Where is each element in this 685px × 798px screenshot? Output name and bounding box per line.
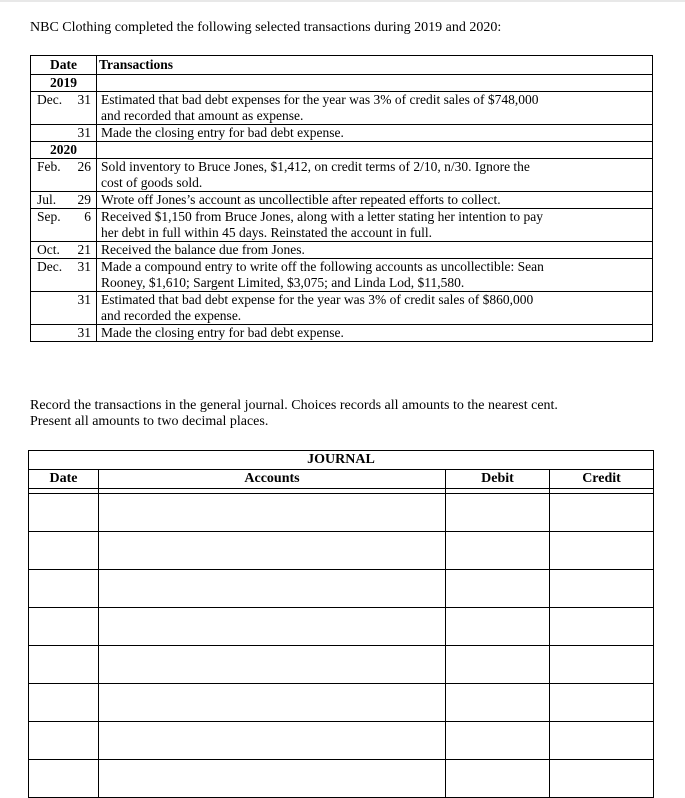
journal-date-cell[interactable] bbox=[29, 722, 99, 760]
journal-row bbox=[29, 494, 654, 532]
instruction-line: Record the transactions in the general journal. Choices records all amounts to the nearest cent. bbox=[30, 398, 558, 413]
transaction-date bbox=[31, 92, 97, 125]
year-row bbox=[31, 75, 653, 92]
transaction-line: Estimated that bad debt expense for the year was 3% of credit sales of $860,000 bbox=[101, 292, 534, 307]
journal-debit-cell[interactable] bbox=[446, 684, 550, 722]
transaction-day: 31 bbox=[77, 325, 91, 340]
transaction-row bbox=[31, 325, 653, 342]
year-row-blank bbox=[97, 142, 653, 159]
journal-row bbox=[29, 722, 654, 760]
instruction-line: Present all amounts to two decimal places. bbox=[30, 414, 269, 429]
transaction-row bbox=[31, 125, 653, 142]
transaction-description bbox=[97, 292, 653, 325]
transaction-day: 31 bbox=[77, 125, 91, 140]
transaction-description bbox=[97, 209, 653, 242]
journal-table bbox=[28, 450, 654, 798]
transactions-header-row bbox=[31, 56, 653, 75]
journal-header-row bbox=[29, 470, 654, 489]
journal-account-cell[interactable] bbox=[99, 722, 446, 760]
date-column-header: Date bbox=[31, 56, 97, 75]
transaction-month: Jul. bbox=[37, 192, 57, 207]
transaction-day: 26 bbox=[77, 159, 91, 174]
year-row-blank bbox=[97, 75, 653, 92]
journal-title: JOURNAL bbox=[29, 451, 654, 470]
transaction-day: 6 bbox=[84, 209, 91, 224]
journal-account-cell[interactable] bbox=[99, 532, 446, 570]
transaction-row bbox=[31, 242, 653, 259]
journal-credit-cell[interactable] bbox=[550, 532, 654, 570]
transaction-date bbox=[31, 209, 97, 242]
journal-account-cell[interactable] bbox=[99, 608, 446, 646]
journal-debit-cell[interactable] bbox=[446, 494, 550, 532]
transaction-row bbox=[31, 192, 653, 209]
top-divider bbox=[0, 0, 685, 2]
transaction-line: Wrote off Jones’s account as uncollectible after repeated efforts to collect. bbox=[101, 192, 501, 207]
year-label: 2020 bbox=[31, 142, 97, 159]
transaction-row bbox=[31, 92, 653, 125]
transaction-day: 31 bbox=[77, 259, 91, 274]
journal-account-cell[interactable] bbox=[99, 570, 446, 608]
journal-debit-cell[interactable] bbox=[446, 570, 550, 608]
journal-date-cell[interactable] bbox=[29, 608, 99, 646]
transaction-description bbox=[97, 92, 653, 125]
transaction-month: Feb. bbox=[37, 159, 61, 174]
transaction-month: Oct. bbox=[37, 242, 60, 257]
journal-date-cell[interactable] bbox=[29, 494, 99, 532]
transaction-day: 31 bbox=[77, 92, 91, 107]
transaction-line: cost of goods sold. bbox=[101, 175, 203, 190]
transaction-line: and recorded the expense. bbox=[101, 308, 242, 323]
transaction-description bbox=[97, 259, 653, 292]
year-label: 2019 bbox=[31, 75, 97, 92]
journal-debit-cell[interactable] bbox=[446, 646, 550, 684]
transaction-line: and recorded that amount as expense. bbox=[101, 108, 304, 123]
journal-credit-cell[interactable] bbox=[550, 494, 654, 532]
journal-account-cell[interactable] bbox=[99, 494, 446, 532]
transaction-date bbox=[31, 325, 97, 342]
journal-row bbox=[29, 684, 654, 722]
journal-date-cell[interactable] bbox=[29, 684, 99, 722]
journal-date-header: Date bbox=[29, 470, 99, 489]
transaction-date bbox=[31, 192, 97, 209]
journal-account-cell[interactable] bbox=[99, 646, 446, 684]
transaction-month: Sep. bbox=[37, 209, 61, 224]
transaction-date bbox=[31, 159, 97, 192]
transactions-column-header: Transactions bbox=[97, 56, 653, 75]
journal-credit-cell[interactable] bbox=[550, 684, 654, 722]
journal-debit-cell[interactable] bbox=[446, 722, 550, 760]
transaction-line: Sold inventory to Bruce Jones, $1,412, on credit terms of 2/10, n/30. Ignore the bbox=[101, 159, 530, 174]
transaction-description bbox=[97, 192, 653, 209]
year-row bbox=[31, 142, 653, 159]
journal-row bbox=[29, 646, 654, 684]
transaction-line: Made the closing entry for bad debt expense. bbox=[101, 125, 344, 140]
journal-debit-cell[interactable] bbox=[446, 532, 550, 570]
transaction-row bbox=[31, 259, 653, 292]
journal-credit-cell[interactable] bbox=[550, 570, 654, 608]
transaction-day: 31 bbox=[77, 292, 91, 307]
journal-credit-header: Credit bbox=[550, 470, 654, 489]
transaction-row bbox=[31, 292, 653, 325]
transaction-description bbox=[97, 325, 653, 342]
journal-row bbox=[29, 570, 654, 608]
journal-credit-cell[interactable] bbox=[550, 646, 654, 684]
transaction-description bbox=[97, 242, 653, 259]
transaction-line: Received the balance due from Jones. bbox=[101, 242, 305, 257]
journal-date-cell[interactable] bbox=[29, 646, 99, 684]
transaction-day: 29 bbox=[77, 192, 91, 207]
transaction-description bbox=[97, 125, 653, 142]
transaction-month: Dec. bbox=[37, 259, 63, 274]
transaction-description bbox=[97, 159, 653, 192]
transaction-day: 21 bbox=[77, 242, 91, 257]
transaction-line: Received $1,150 from Bruce Jones, along with a letter stating her intention to pay bbox=[101, 209, 544, 224]
transactions-table bbox=[30, 55, 653, 342]
transaction-row bbox=[31, 209, 653, 242]
transaction-date bbox=[31, 242, 97, 259]
journal-credit-cell[interactable] bbox=[550, 722, 654, 760]
journal-debit-header: Debit bbox=[446, 470, 550, 489]
transaction-line: Estimated that bad debt expenses for the year was 3% of credit sales of $748,000 bbox=[101, 92, 539, 107]
instructions bbox=[30, 398, 660, 430]
journal-accounts-header: Accounts bbox=[99, 470, 446, 489]
journal-debit-cell[interactable] bbox=[446, 608, 550, 646]
transaction-line: Rooney, $1,610; Sargent Limited, $3,075; and Linda Lod, $11,580. bbox=[101, 275, 465, 290]
journal-date-cell[interactable] bbox=[29, 532, 99, 570]
transaction-row bbox=[31, 159, 653, 192]
transaction-line: Made the closing entry for bad debt expense. bbox=[101, 325, 344, 340]
journal-row bbox=[29, 532, 654, 570]
transaction-date bbox=[31, 259, 97, 292]
journal-row bbox=[29, 608, 654, 646]
journal-date-cell[interactable] bbox=[29, 570, 99, 608]
journal-account-cell[interactable] bbox=[99, 684, 446, 722]
transaction-date bbox=[31, 125, 97, 142]
transaction-date bbox=[31, 292, 97, 325]
intro-text: NBC Clothing completed the following selected transactions during 2019 and 2020: bbox=[30, 20, 502, 35]
transaction-line: Made a compound entry to write off the following accounts as uncollectible: Sean bbox=[101, 259, 544, 274]
transaction-line: her debt in full within 45 days. Reinstated the account in full. bbox=[101, 225, 433, 240]
journal-credit-cell[interactable] bbox=[550, 608, 654, 646]
transaction-month: Dec. bbox=[37, 92, 63, 107]
